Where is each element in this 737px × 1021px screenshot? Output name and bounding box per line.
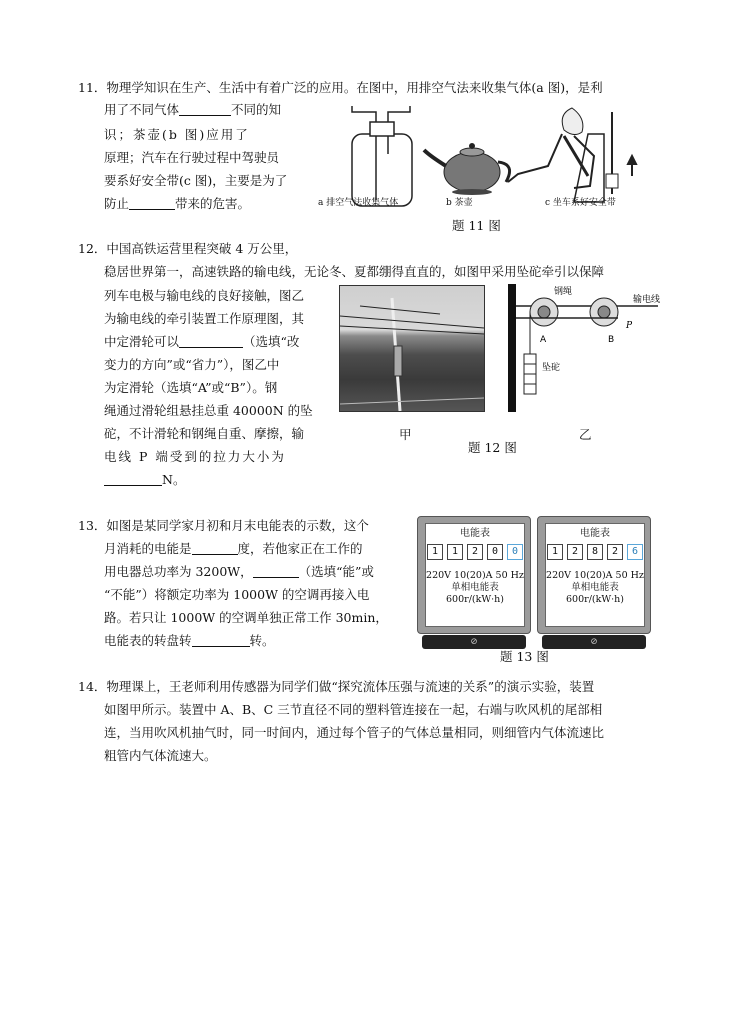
pulley-diagram (508, 284, 668, 412)
q12-line2: 稳居世界第一，高速铁路的输电线，无论冬、夏都绷得直直的，如图甲采用坠砣牵引以保障 (104, 264, 605, 279)
meter2-digit: 8 (587, 544, 603, 560)
meter1-digit-decimal: 0 (507, 544, 523, 560)
teapot-icon (424, 143, 510, 195)
meter1-title: 电能表 (460, 528, 490, 539)
point-p-label: P (626, 321, 633, 331)
meter2-disc-icon: ⊘ (542, 635, 646, 649)
pulley-b-label: B (608, 335, 615, 345)
q11-line1: 11．物理学知识在生产、生活中有着广泛的应用。在图中，用排空气法来收集气体(a 图)，是利 (78, 80, 603, 95)
q12-line10: 电线 P 端受到的拉力大小为 (104, 449, 286, 464)
electric-meter-start (417, 516, 531, 647)
q12-line6: 变力的方向”或“省力”），图乙中 (104, 357, 280, 372)
q11-figure-label: 题 11 图 (452, 218, 501, 233)
q13-line6: 电能表的转盘转 转。 (104, 633, 275, 648)
q11-line2: 用了不同气体 不同的知 (104, 102, 282, 117)
q13-blank2[interactable] (253, 563, 299, 578)
q11-line4: 原理；汽车在行驶过程中驾驶员 (104, 150, 280, 165)
power-line-label: 输电线 (633, 295, 661, 305)
gas-bottle-icon (352, 106, 412, 206)
meter2-spec: 220V 10(20)A 50 Hz (546, 570, 644, 581)
q12-blank1[interactable] (179, 333, 243, 348)
meter1-digits (426, 544, 524, 560)
meter2-digit: 2 (567, 544, 583, 560)
q14-line2: 如图甲所示。装置中 A、B、C 三节直径不同的塑料管连接在一起，右端与吹风机的尾部相 (104, 702, 603, 717)
meter2-digits (546, 544, 644, 560)
q13-line2: 月消耗的电能是 度，若他家正在工作的 (104, 541, 363, 556)
q12-line4: 为输电线的牵引装置工作原理图，其 (104, 311, 305, 326)
q12-line7: 为定滑轮（选填“A”或“B”）。钢 (104, 380, 278, 395)
meter2-rate: 600r/(kW·h) (566, 594, 624, 605)
q12-figure-label: 题 12 图 (468, 440, 517, 455)
q13-line3: 用电器总功率为 3200W， （选填“能”或 (104, 564, 374, 579)
q13-blank1[interactable] (192, 540, 238, 555)
q11-blank2[interactable] (129, 195, 175, 210)
weight-label: 坠砣 (542, 363, 561, 373)
q13-line5: 路。若只让 1000W 的空调单独正常工作 30min， (104, 610, 388, 625)
q11-caption-b: b 茶壶 (446, 198, 473, 208)
meter1-digit: 0 (487, 544, 503, 560)
meter2-title: 电能表 (580, 528, 610, 539)
meter1-rate: 600r/(kW·h) (446, 594, 504, 605)
meter2-digit-decimal: 6 (627, 544, 643, 560)
q12-blank2[interactable] (104, 471, 162, 486)
railway-photo (339, 285, 485, 412)
q14-line4: 粗管内气体流速大。 (104, 748, 217, 763)
q12-line8: 绳通过滑轮组悬挂总重 40000N 的坠 (104, 403, 313, 418)
q11-blank1[interactable] (179, 101, 231, 116)
q13-figure-label: 题 13 图 (500, 649, 549, 664)
seatbelt-driver-icon (508, 108, 636, 202)
steel-rope-label: 钢绳 (554, 287, 573, 297)
meter1-spec: 220V 10(20)A 50 Hz (426, 570, 524, 581)
meter2-type: 单相电能表 (571, 582, 619, 593)
q11-line3: 识；茶壶(b 图)应用了 (104, 127, 250, 142)
meter2-digit: 1 (547, 544, 563, 560)
meter1-digit: 2 (467, 544, 483, 560)
q11-line5: 要系好安全带(c 图)，主要是为了 (104, 173, 288, 188)
electric-meter-end (537, 516, 651, 647)
q11-line6: 防止 带来的危害。 (104, 196, 251, 211)
q12-line1: 12．中国高铁运营里程突破 4 万公里， (78, 241, 298, 256)
q13-blank3[interactable] (192, 632, 250, 647)
q12-line3: 列车电极与输电线的良好接触，图乙 (104, 288, 305, 303)
meter1-type: 单相电能表 (451, 582, 499, 593)
q12-label-yi: 乙 (579, 427, 592, 442)
q14-line1: 14．物理课上，王老师利用传感器为同学们做“探究流体压强与流速的关系”的演示实验，装置 (78, 679, 595, 694)
q11-caption-c: c 坐车系好安全带 (545, 198, 616, 208)
meter1-digit: 1 (447, 544, 463, 560)
q12-line9: 砣，不计滑轮和钢绳自重、摩擦，输 (104, 426, 305, 441)
pulley-a-label: A (540, 335, 547, 345)
q12-label-jia: 甲 (399, 427, 412, 442)
q13-line1: 13．如图是某同学家月初和月末电能表的示数，这个 (78, 518, 369, 533)
q14-line3: 连，当用吹风机抽气时，同一时间内，通过每个管子的气体总量相同，则细管内气体流速比 (104, 725, 605, 740)
q13-line4: “不能”）将额定功率为 1000W 的空调再接入电 (104, 587, 370, 602)
meter2-digit: 2 (607, 544, 623, 560)
q11-caption-a: a 排空气法收集气体 (318, 198, 399, 208)
q12-line11: N。 (104, 469, 185, 491)
meter1-digit: 1 (427, 544, 443, 560)
q12-line5: 中定滑轮可以 （选填“改 (104, 334, 300, 349)
meter1-disc-icon: ⊘ (422, 635, 526, 649)
